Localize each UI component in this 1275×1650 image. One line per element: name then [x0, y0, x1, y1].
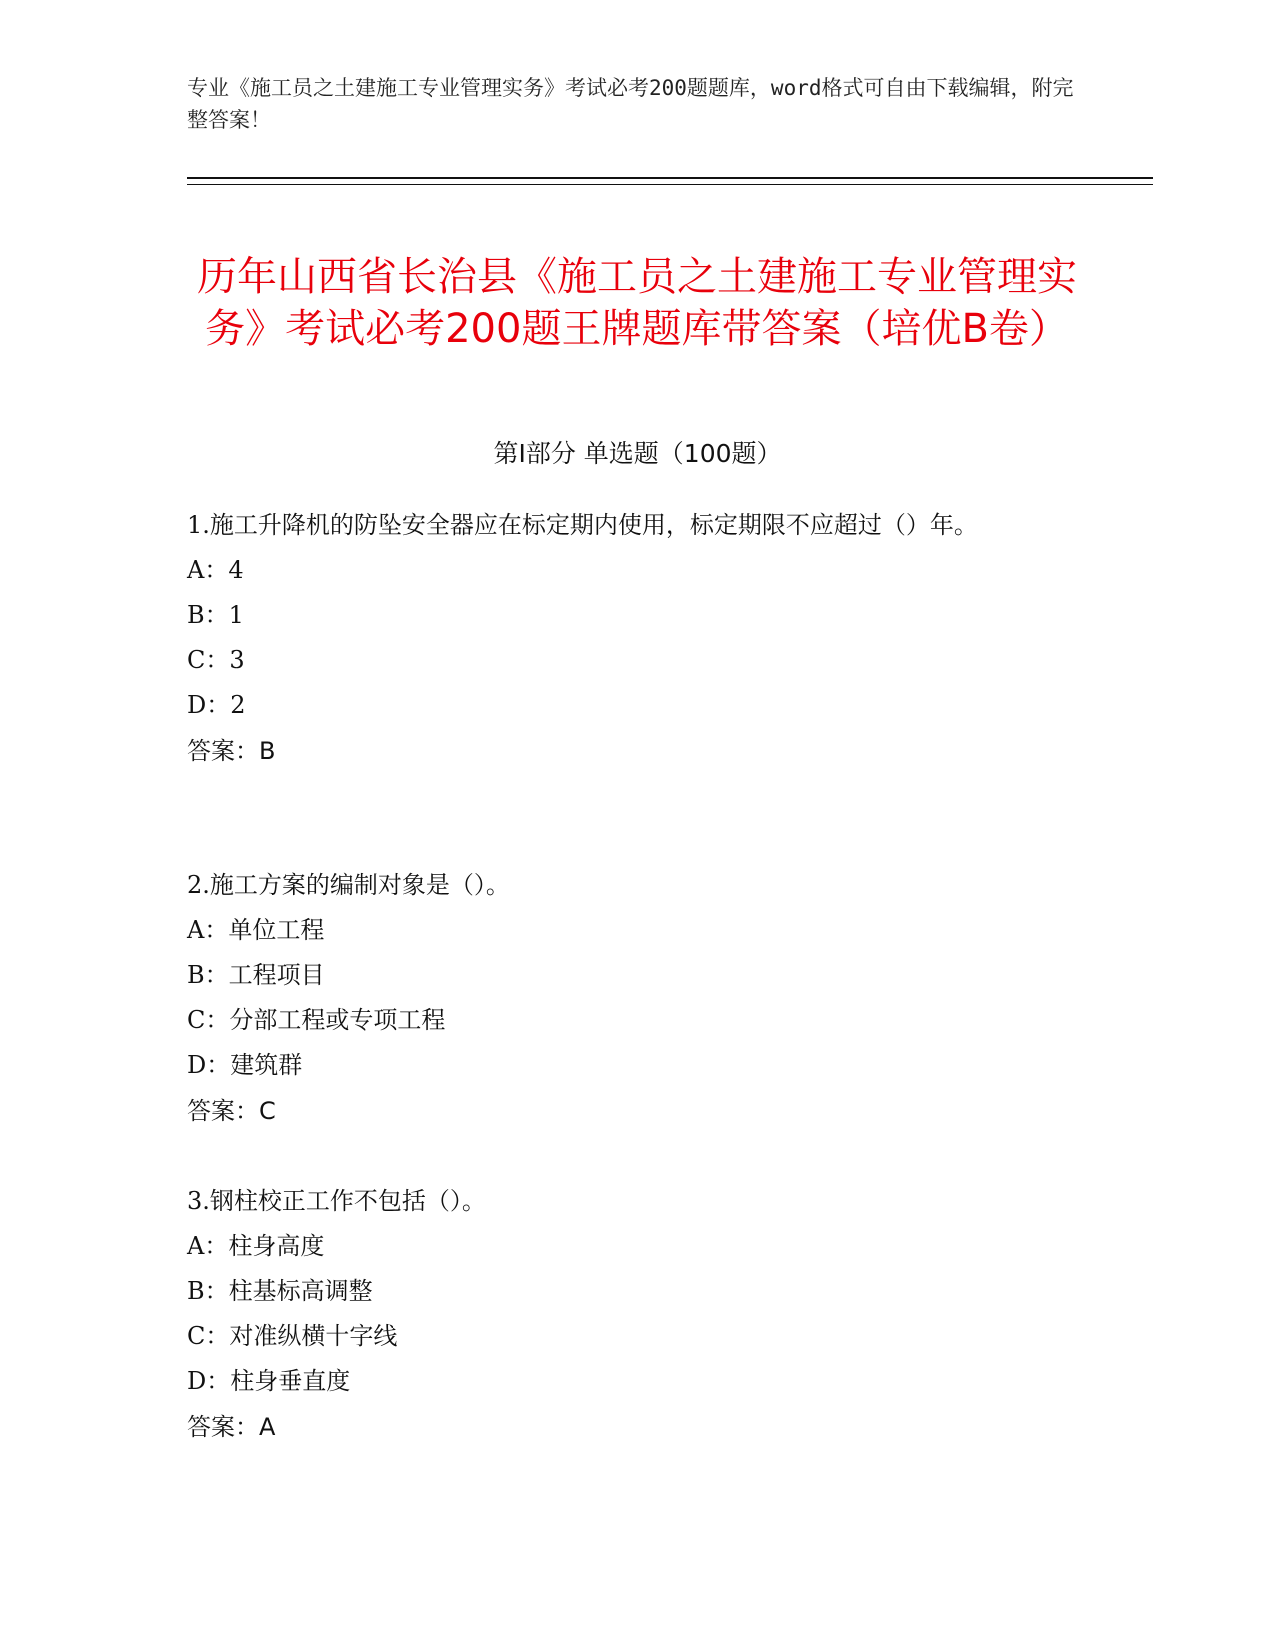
option-a: A：4: [187, 556, 244, 584]
question-2: [187, 862, 1067, 1134]
option-c: C：对准纵横十字线: [187, 1322, 398, 1350]
option-d: D：柱身垂直度: [187, 1367, 351, 1395]
document-title: 历年山西省长治县《施工员之土建施工专业管理实务》考试必考200题王牌题库带答案（培优B卷）: [197, 253, 1077, 352]
answer: 答案：A: [187, 1413, 276, 1441]
answer: 答案：C: [187, 1097, 276, 1125]
option-c: C：3: [187, 646, 245, 674]
header-rule-thin: [187, 184, 1153, 185]
question-1: [187, 502, 1067, 774]
answer: 答案：B: [187, 737, 276, 765]
header-rule-thick: [187, 177, 1153, 179]
option-d: D：2: [187, 691, 246, 719]
question-stem: 3.钢柱校正工作不包括（）。: [187, 1187, 486, 1215]
section-heading: 第Ⅰ部分 单选题（100题）: [493, 439, 782, 468]
option-a: A：柱身高度: [187, 1232, 325, 1260]
question-stem: 1.施工升降机的防坠安全器应在标定期内使用，标定期限不应超过（）年。: [187, 511, 978, 539]
option-a: A：单位工程: [187, 916, 325, 944]
option-b: B：柱基标高调整: [187, 1277, 373, 1305]
question-stem: 2.施工方案的编制对象是（）。: [187, 871, 510, 899]
option-d: D：建筑群: [187, 1051, 303, 1079]
option-b: B：工程项目: [187, 961, 325, 989]
option-b: B：1: [187, 601, 244, 629]
option-c: C：分部工程或专项工程: [187, 1006, 446, 1034]
header-note: 专业《施工员之土建施工专业管理实务》考试必考200题题库，word格式可自由下载编辑，附完整答案！: [187, 76, 1074, 132]
question-3: [187, 1178, 1067, 1450]
